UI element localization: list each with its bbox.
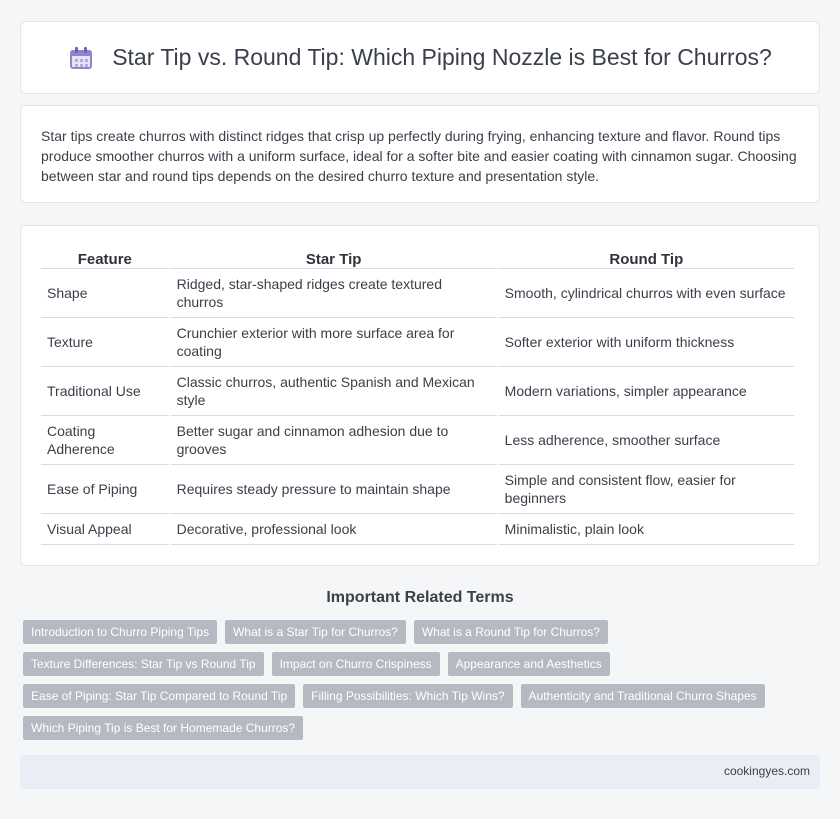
related-tag[interactable]: Introduction to Churro Piping Tips (23, 620, 217, 644)
related-tag[interactable]: What is a Star Tip for Churros? (225, 620, 406, 644)
related-terms-tags (23, 620, 823, 748)
comparison-table-card (20, 225, 820, 566)
table-cell-star-tip: Better sugar and cinnamon adhesion due to grooves (171, 416, 497, 465)
table-row (41, 465, 794, 514)
table-cell-round-tip: Modern variations, simpler appearance (499, 367, 794, 416)
tag-row (23, 716, 823, 740)
table-row (41, 318, 794, 367)
table-cell-round-tip: Minimalistic, plain look (499, 514, 794, 545)
table-cell-feature: Visual Appeal (41, 514, 169, 545)
tag-row (23, 684, 823, 708)
intro-card (20, 105, 820, 203)
table-row (41, 269, 794, 318)
related-tag[interactable]: Texture Differences: Star Tip vs Round Tip (23, 652, 264, 676)
related-terms-title: Important Related Terms (326, 589, 514, 606)
table-cell-feature: Texture (41, 318, 169, 367)
table-cell-round-tip: Smooth, cylindrical churros with even surface (499, 269, 794, 318)
column-header-star-tip: Star Tip (171, 245, 497, 269)
related-tag[interactable]: What is a Round Tip for Churros? (414, 620, 608, 644)
column-header-round-tip: Round Tip (499, 245, 794, 269)
table-row (41, 514, 794, 545)
page-title: Star Tip vs. Round Tip: Which Piping Nozzle is Best for Churros? (112, 44, 772, 70)
footer (20, 755, 820, 789)
table-cell-star-tip: Crunchier exterior with more surface area for coating (171, 318, 497, 367)
table-cell-round-tip: Less adherence, smoother surface (499, 416, 794, 465)
related-tag[interactable]: Ease of Piping: Star Tip Compared to Round Tip (23, 684, 295, 708)
table-cell-feature: Traditional Use (41, 367, 169, 416)
table-row (41, 416, 794, 465)
table-cell-star-tip: Classic churros, authentic Spanish and Mexican style (171, 367, 497, 416)
table-cell-star-tip: Decorative, professional look (171, 514, 497, 545)
comparison-table (39, 245, 796, 545)
related-tag[interactable]: Impact on Churro Crispiness (272, 652, 440, 676)
table-header-row (41, 245, 794, 269)
table-cell-round-tip: Simple and consistent flow, easier for beginners (499, 465, 794, 514)
table-cell-star-tip: Ridged, star-shaped ridges create textured churros (171, 269, 497, 318)
table-row (41, 367, 794, 416)
related-tag[interactable]: Authenticity and Traditional Churro Shapes (521, 684, 765, 708)
title-wrap (68, 44, 772, 71)
column-header-feature: Feature (41, 245, 169, 269)
footer-site-link[interactable]: cookingyes.com (723, 764, 810, 778)
tag-row (23, 620, 823, 644)
related-tag[interactable]: Filling Possibilities: Which Tip Wins? (303, 684, 512, 708)
tag-row (23, 652, 823, 676)
calendar-icon (68, 45, 94, 71)
table-cell-star-tip: Requires steady pressure to maintain shape (171, 465, 497, 514)
table-cell-feature: Shape (41, 269, 169, 318)
table-cell-feature: Coating Adherence (41, 416, 169, 465)
related-tag[interactable]: Which Piping Tip is Best for Homemade Churros? (23, 716, 303, 740)
table-cell-feature: Ease of Piping (41, 465, 169, 514)
related-tag[interactable]: Appearance and Aesthetics (448, 652, 610, 676)
table-cell-round-tip: Softer exterior with uniform thickness (499, 318, 794, 367)
header-card (20, 21, 820, 94)
intro-text: Star tips create churros with distinct ridges that crisp up perfectly during frying, enhancing texture and flavor. Round tips produce smoother churros with a uniform surface, ideal for a softer bite and easier coating with cinnamon sugar. Choosing between star and round tips depends on the desired churro texture and presentation style. (41, 128, 797, 184)
